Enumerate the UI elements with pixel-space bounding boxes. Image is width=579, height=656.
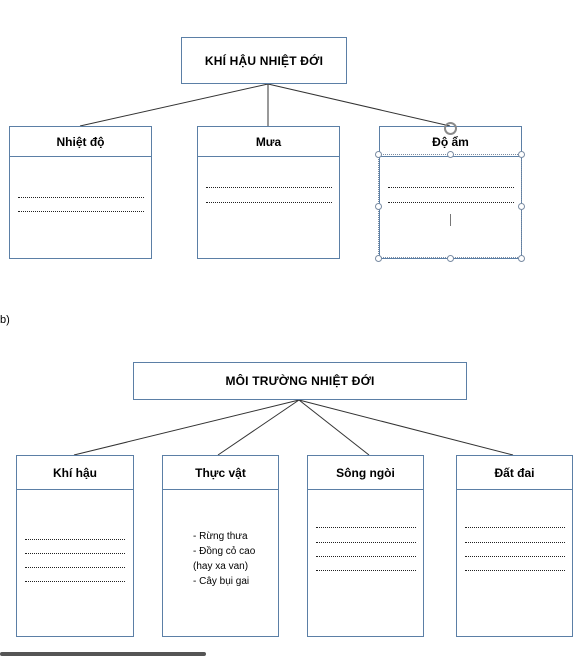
connector-b-1 [74,400,299,455]
blank-line [316,556,416,557]
resize-handle-bottom-left[interactable] [375,255,382,262]
blank-line [25,581,125,582]
connector-a-3 [268,84,450,126]
box-thuc-vat-header: Thực vật [163,456,278,490]
box-dat-dai-header: Đất đai [457,456,572,490]
horizontal-scrollbar[interactable] [0,652,206,656]
box-dat-dai[interactable] [456,455,573,637]
resize-handle-right[interactable] [518,203,525,210]
climate-title-box[interactable] [181,37,347,84]
box-song-ngoi-header: Sông ngòi [308,456,423,490]
environment-title: MÔI TRƯỜNG NHIỆT ĐỚI [225,374,375,388]
connector-b-4 [299,400,513,455]
resize-handle-bottom[interactable] [447,255,454,262]
blank-line [465,542,565,543]
thuc-vat-line: (hay xa van) [193,561,249,572]
blank-line [465,527,565,528]
resize-handle-top-right[interactable] [518,151,525,158]
resize-handle-bottom-right[interactable] [518,255,525,262]
blank-line [25,553,125,554]
thuc-vat-content [193,529,255,589]
box-nhiet-do[interactable] [9,126,152,259]
blank-line [18,197,144,198]
thuc-vat-line: - Rừng thưa [193,531,248,542]
section-label-b: b) [0,314,10,326]
text-cursor-icon [450,214,451,226]
connector-b-2 [218,400,299,455]
connector-b-3 [299,400,369,455]
climate-title: KHÍ HẬU NHIỆT ĐỚI [204,53,324,68]
resize-handle-top-left[interactable] [375,151,382,158]
blank-line [206,202,332,203]
blank-line [465,570,565,571]
blank-line [206,187,332,188]
thuc-vat-line: - Đồng cỏ cao [193,546,256,557]
box-mua-header: Mưa [198,127,339,157]
box-thuc-vat[interactable] [162,455,279,637]
environment-title-box[interactable] [133,362,467,400]
blank-line [25,567,125,568]
resize-handle-top[interactable] [447,151,454,158]
selection-frame[interactable] [378,154,522,258]
connector-a-1 [80,84,268,126]
thuc-vat-line: - Cây bụi gai [193,576,250,587]
box-khi-hau-header: Khí hậu [17,456,133,490]
box-song-ngoi[interactable] [307,455,424,637]
blank-line [316,527,416,528]
blank-line [465,556,565,557]
blank-line [25,539,125,540]
box-mua[interactable] [197,126,340,259]
blank-line [316,570,416,571]
blank-line [316,542,416,543]
box-khi-hau[interactable] [16,455,134,637]
box-do-am-header: Độ ẩm [380,127,521,157]
rotate-handle-icon[interactable] [444,122,457,135]
box-nhiet-do-header: Nhiệt độ [10,127,151,157]
blank-line [18,211,144,212]
resize-handle-left[interactable] [375,203,382,210]
